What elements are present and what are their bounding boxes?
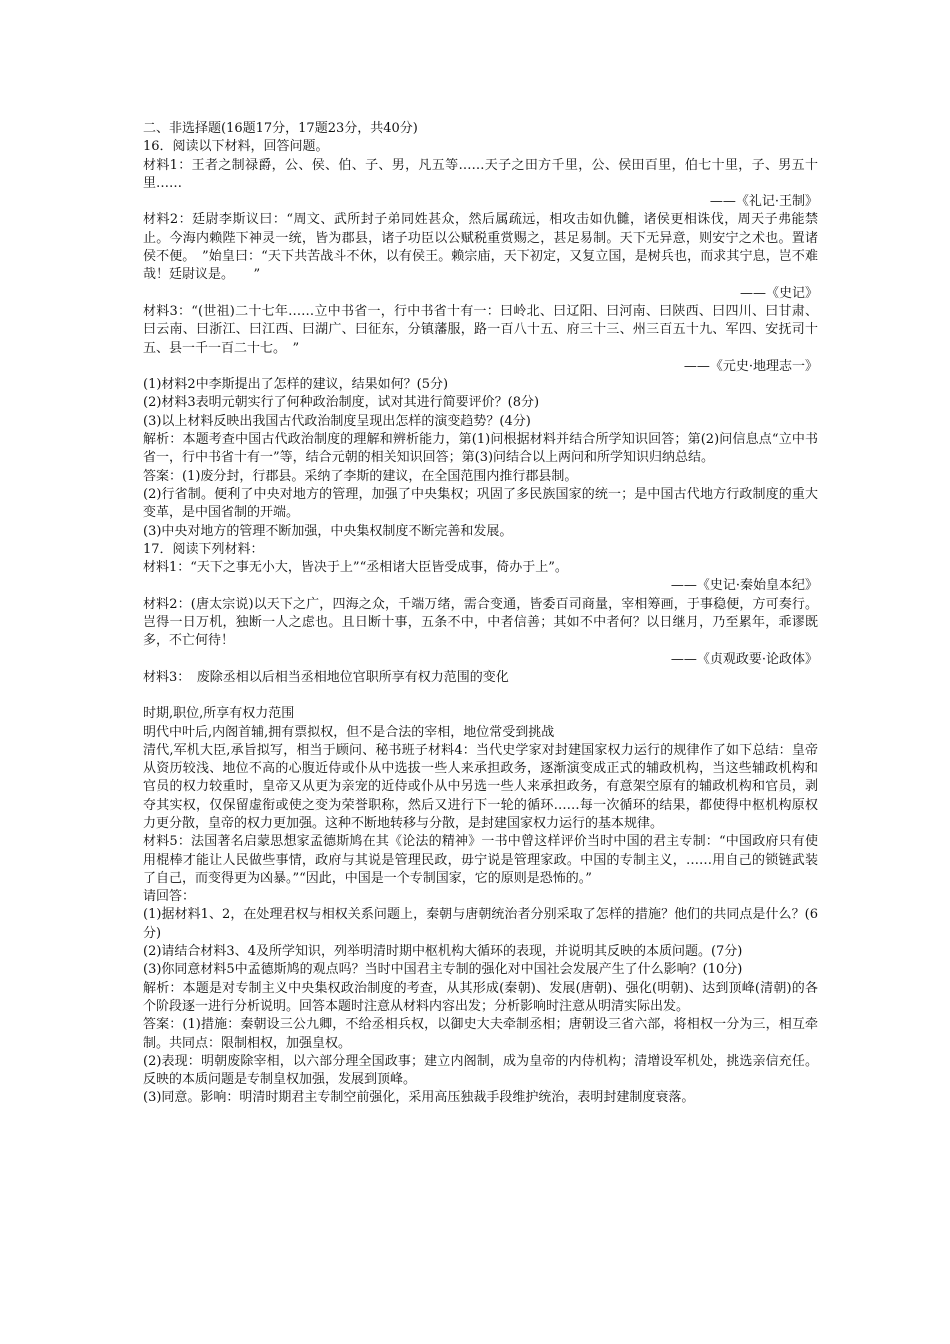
q16-question-3: (3)以上材料反映出我国古代政治制度呈现出怎样的演变趋势？(4分)	[143, 413, 531, 429]
q17-material-2: 材料2：(唐太宗说)以天下之广，四海之众，千端万绪，需合变通，皆委百司商量，宰相筹画，于事稳便，方可奏行。岂得一日万机，独断一人之虑也。且日断十事，五条不中，中者信善；其如不中者何？以日继月，乃至累年，乖谬既多，不亡何待！	[143, 596, 818, 649]
q16-question-1: (1)材料2中李斯提出了怎样的建议，结果如何？(5分)	[143, 377, 449, 393]
q17-material-2-source: ——《贞观政要·论政体》	[670, 651, 818, 667]
q16-question-2: (2)材料3表明元朝实行了何种政治制度，试对其进行简要评价？(8分)	[143, 395, 540, 411]
q17-material-1: 材料1：“天下之事无小大，皆决于上”“丞相诸大臣皆受成事，倚办于上”。	[143, 560, 568, 576]
table-row-qing-material-4: 清代,军机大臣,承旨拟写，相当于顾问、秘书班子材料4：当代史学家对封建国家权力运行的规律作了如下总结：皇帝从资历较浅、地位不高的心腹近侍或仆从中选拔一些人来承担政务，逐渐演变成正式的辅政机构，当这些辅政机构和官员的权力较重时，皇帝又从更为亲宠的近侍或仆从中另选一些人来承担政务，有意架空原有的辅政机构和官员，剥夺其实权，仅保留虚衔或使之变为荣誉职称，然后又进行下一轮的循环……每一次循环的结果，都使得中枢机构原权力更分散，皇帝的权力更加强。这种不断地转移与分散，是封建国家权力运行的基本规律。	[143, 742, 818, 831]
q16-material-1-source: ——《礼记·王制》	[709, 194, 818, 210]
q17-material-1-source: ——《史记·秦始皇本纪》	[670, 578, 818, 594]
q16-stem: 16．阅读以下材料，回答问题。	[143, 139, 329, 155]
q17-question-2: (2)请结合材料3、4及所学知识，列举明清时期中枢机构大循环的表现，并说明其反映的本质问题。(7分)	[143, 944, 743, 960]
q16-material-3: 材料3：“(世祖)二十七年……立中书省一，行中书省十有一：曰岭北、曰辽阳、曰河南、曰陕西、曰四川、曰甘肃、曰云南、曰浙江、曰江西、曰湖广、曰征东，分镇藩服，路一百八十五、府三十三、州三百五十九、军四、安抚司十五、县一千一百二十七。 ”	[143, 303, 818, 356]
q17-answer-1: 答案：(1)措施：秦朝设三公九卿，不给丞相兵权，以御史大夫牵制丞相；唐朝设三省六部，将相权一分为三，相互牵制。共同点：限制相权，加强皇权。	[143, 1017, 818, 1051]
q17-question-3: (3)你同意材料5中孟德斯鸠的观点吗？当时中国君主专制的强化对中国社会发展产生了什么影响？(10分)	[143, 962, 743, 978]
q17-answer-2: (2)表现：明朝废除宰相，以六部分理全国政事；建立内阁制，成为皇帝的内侍机构；清增设军机处，挑选亲信充任。反映的本质问题是专制皇权加强，发展到顶峰。	[143, 1053, 818, 1088]
q17-stem: 17．阅读下列材料：	[143, 541, 264, 557]
q17-answer-3: (3)同意。影响：明清时期君主专制空前强化，采用高压独裁手段维护统治，表明封建制度衰落。	[143, 1090, 695, 1106]
q16-material-1: 材料1：王者之制禄爵，公、侯、伯、子、男，凡五等……天子之田方千里，公、侯田百里，伯七十里，子、男五十里……	[143, 157, 818, 191]
q16-material-2-source: ——《史记》	[739, 285, 818, 301]
q17-question-1: (1)据材料1、2，在处理君权与相权关系问题上，秦朝与唐朝统治者分别采取了怎样的措施？他们的共同点是什么？(6分)	[143, 907, 818, 941]
q16-answer-2: (2)行省制。便利了中央对地方的管理，加强了中央集权；巩固了多民族国家的统一；是中国古代地方行政制度的重大变革，是中国省制的开端。	[143, 486, 818, 521]
q17-material-5: 材料5：法国著名启蒙思想家孟德斯鸠在其《论法的精神》一书中曾这样评价当时中国的君主专制：“中国政府只有使用棍棒才能让人民做些事情，政府与其说是管理民政，毋宁说是管理家政。中国的专制主义，……用自己的锁链武装了自己，而变得更为凶暴。”“因此，中国是一个专制国家，它的原则是恐怖的。”	[143, 834, 818, 886]
table-row-ming: 明代中叶后,内阁首辅,拥有票拟权，但不是合法的宰相，地位常受到挑战	[143, 724, 555, 740]
table-header-row: 时期,职位,所享有权力范围	[143, 706, 295, 722]
q17-prompt: 请回答：	[143, 889, 196, 905]
q16-answer-1: 答案：(1)废分封，行郡县。采纳了李斯的建议，在全国范围内推行郡县制。	[143, 468, 578, 484]
q16-answer-3: (3)中央对地方的管理不断加强，中央集权制度不断完善和发展。	[143, 523, 513, 539]
document-body	[143, 120, 818, 1108]
q16-material-2: 材料2：廷尉李斯议曰：“周文、武所封子弟同姓甚众，然后属疏远，相攻击如仇雠，诸侯更相诛伐，周天子弗能禁止。今海内赖陛下神灵一统，皆为郡县，诸子功臣以公赋税重赏赐之，甚足易制。天下无异意，则安宁之术也。置诸侯不便。 ”始皇曰：“天下共苦战斗不休，以有侯王。赖宗庙，天下初定，又复立国，是树兵也，而求其宁息，岂不难哉！廷尉议是。 ”	[143, 212, 818, 283]
q17-material-3: 材料3： 废除丞相以后相当丞相地位官职所享有权力范围的变化	[143, 669, 509, 685]
q16-analysis: 解析：本题考查中国古代政治制度的理解和辨析能力，第(1)问根据材料并结合所学知识回答；第(2)问信息点“立中书省一，行中书省十有一”等，结合元朝的相关知识回答；第(3)问结合以上两问和所学知识归纳总结。	[143, 432, 818, 466]
section-title: 二、非选择题(16题17分，17题23分，共40分)	[143, 121, 418, 136]
q17-analysis: 解析：本题是对专制主义中央集权政治制度的考查，从其形成(秦朝)、发展(唐朝)、强化(明朝)、达到顶峰(清朝)的各个阶段逐一进行分析说明。回答本题时注意从材料内容出发；分析影响时注意从明清实际出发。	[143, 980, 818, 1014]
q16-material-3-source: ——《元史·地理志一》	[683, 358, 818, 374]
blank-line	[143, 687, 818, 705]
